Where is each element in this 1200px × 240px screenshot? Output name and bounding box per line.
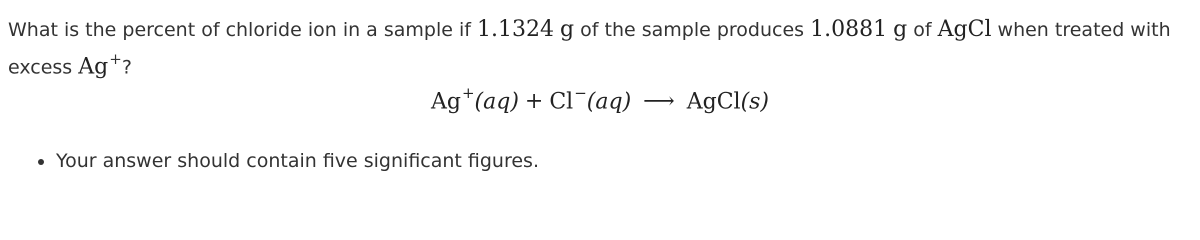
instruction-item: • Your answer should contain five significant figures. [56, 150, 539, 172]
silver-symbol: Ag [430, 89, 461, 115]
agcl-mass-value: 1.0881 [810, 17, 888, 42]
plus-sign: + [524, 89, 544, 115]
silver-state: (aq) [474, 89, 519, 115]
question-text-part: of the sample produces [574, 19, 811, 41]
silver-charge: + [461, 84, 475, 102]
question-text-part: ? [121, 56, 132, 79]
mass-unit: g [893, 17, 908, 42]
chloride-symbol: Cl [549, 89, 574, 115]
question-text [8, 14, 1188, 83]
product-state: (s) [740, 89, 770, 115]
product-formula: AgCl [686, 89, 741, 115]
question-text-part: when treated with excess [8, 19, 1171, 79]
reaction-equation [0, 86, 1200, 114]
silver-ion-symbol: Ag [78, 54, 109, 80]
question-text-part: What is the percent of chloride ion in a sample if [8, 19, 477, 41]
instruction-list [36, 150, 539, 172]
sample-mass-value: 1.1324 [477, 17, 554, 42]
mass-unit: g [560, 17, 575, 42]
chloride-charge: − [574, 84, 587, 102]
question-text-part: of [907, 19, 938, 41]
silver-ion-charge: + [109, 50, 122, 68]
reaction-arrow: ⟶ [643, 89, 675, 115]
agcl-formula: AgCl [937, 17, 992, 42]
chloride-state: (aq) [586, 89, 632, 115]
